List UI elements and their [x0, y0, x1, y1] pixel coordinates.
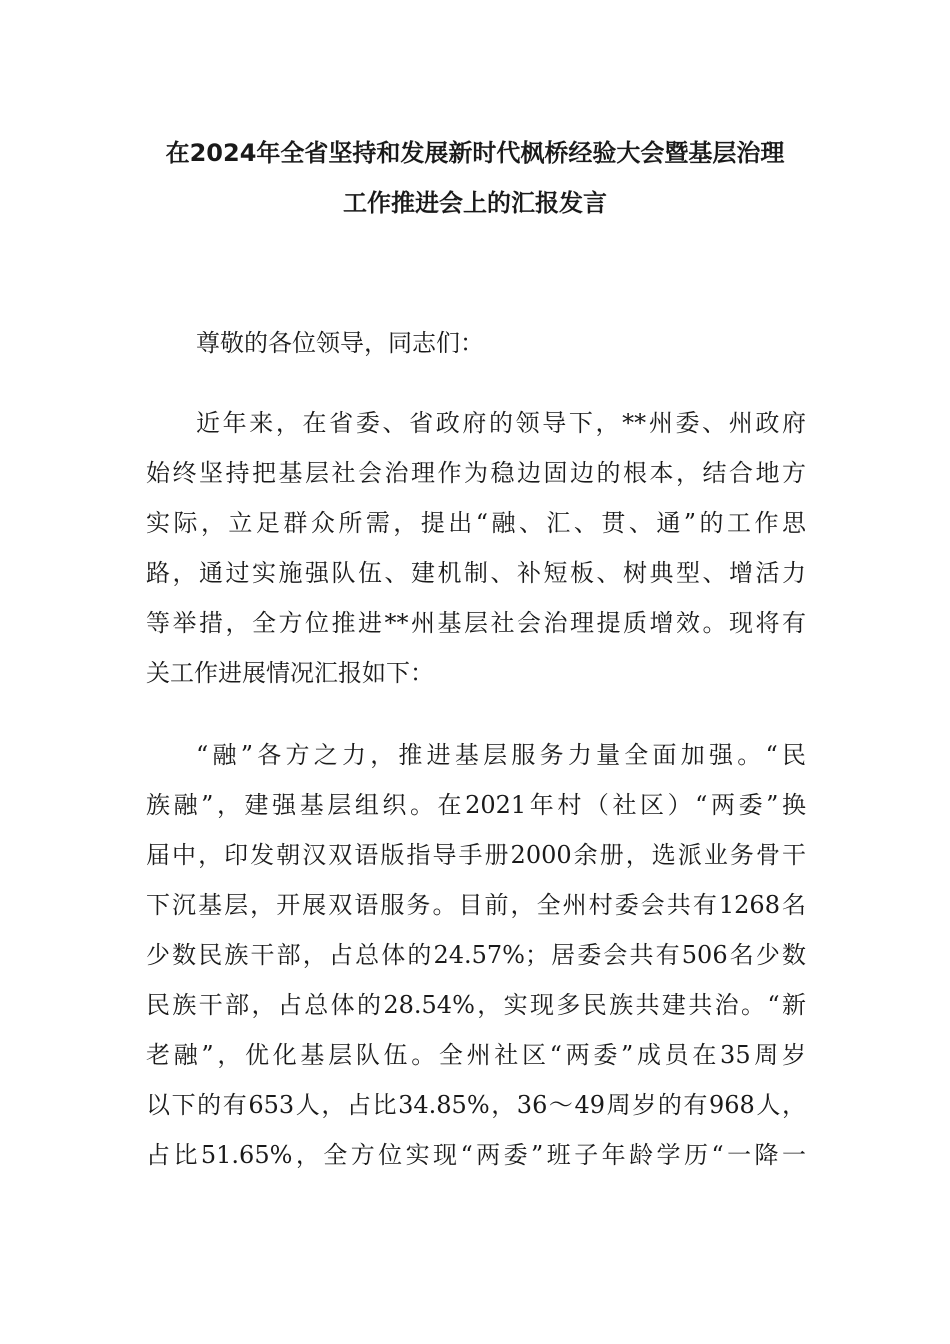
paragraph-introduction: [146, 398, 806, 698]
paragraph-line: 少数民族干部，占总体的24.57%；居委会共有506名少数: [146, 941, 806, 969]
paragraph-line: 届中，印发朝汉双语版指导手册2000余册，选派业务骨干: [146, 841, 806, 869]
salutation: 尊敬的各位领导，同志们：: [196, 329, 484, 357]
paragraph-line: 等举措，全方位推进**州基层社会治理提质增效。现将有: [146, 609, 806, 637]
paragraph-line: 老融”，优化基层队伍。全州社区“两委”成员在35周岁: [146, 1041, 806, 1069]
paragraph-line: 族融”，建强基层组织。在2021年村（社区）“两委”换: [146, 791, 806, 819]
document-title: [120, 128, 830, 228]
title-line-2: 工作推进会上的汇报发言: [343, 189, 607, 217]
paragraph-line: 路，通过实施强队伍、建机制、补短板、树典型、增活力: [146, 559, 806, 587]
paragraph-line: 下沉基层，开展双语服务。目前，全州村委会共有1268名: [146, 891, 806, 919]
paragraph-line: 以下的有653人，占比34.85%，36～49周岁的有968人，: [146, 1091, 806, 1119]
paragraph-line: 关工作进展情况汇报如下：: [146, 659, 434, 687]
paragraph-integration: [146, 730, 806, 1180]
paragraph-line: 占比51.65%，全方位实现“两委”班子年龄学历“一降一: [146, 1141, 806, 1169]
paragraph-line: 近年来，在省委、省政府的领导下，**州委、州政府: [196, 409, 806, 437]
paragraph-line: 民族干部，占总体的28.54%，实现多民族共建共治。“新: [146, 991, 806, 1019]
title-line-1: 在2024年全省坚持和发展新时代枫桥经验大会暨基层治理: [165, 139, 785, 167]
paragraph-line: 实际，立足群众所需，提出“融、汇、贯、通”的工作思: [146, 509, 806, 537]
paragraph-line: 始终坚持把基层社会治理作为稳边固边的根本，结合地方: [146, 459, 806, 487]
paragraph-line: “融”各方之力，推进基层服务力量全面加强。“民: [196, 741, 806, 769]
